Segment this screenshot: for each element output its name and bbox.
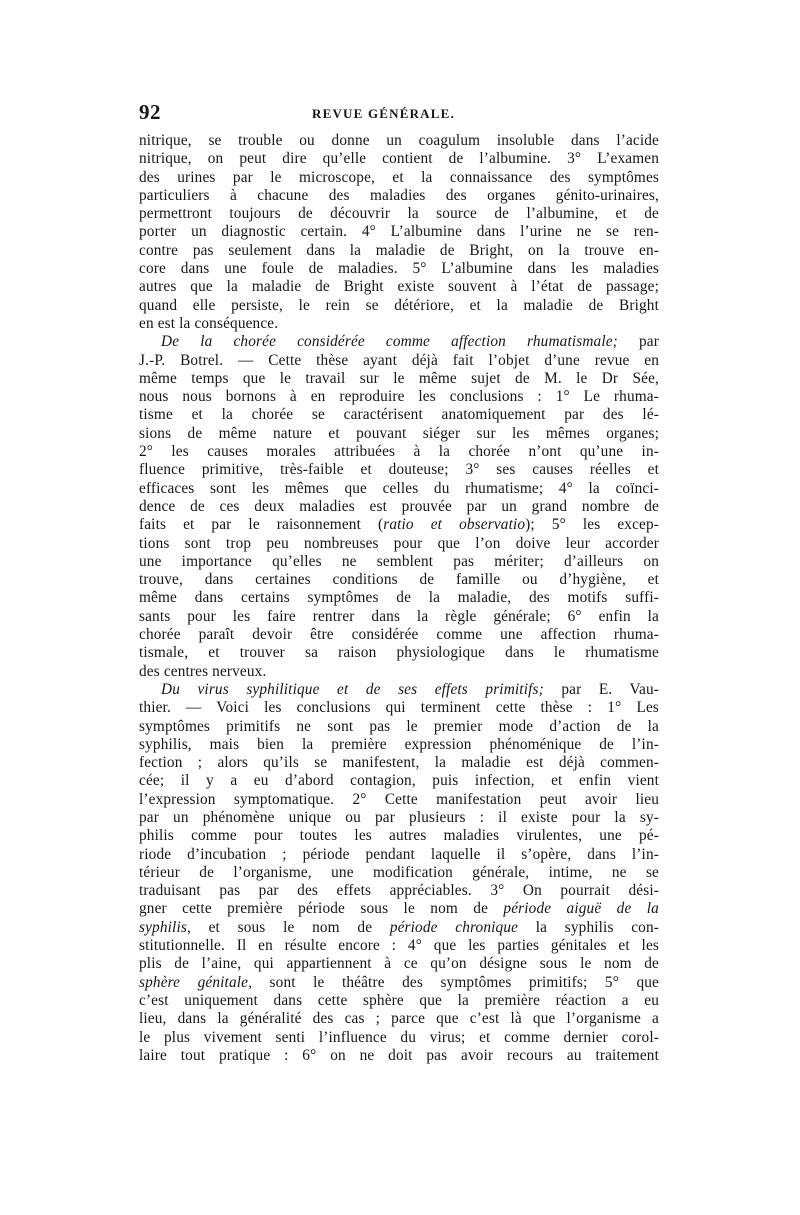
- italic-text: période aiguë de la: [503, 900, 659, 918]
- text-line: [139, 1029, 659, 1047]
- text-line: [139, 900, 659, 918]
- text-line: [139, 406, 659, 424]
- italic-text: ratio et observatio: [383, 516, 526, 534]
- text-line: [139, 992, 659, 1010]
- text-line: [139, 791, 659, 809]
- text-line: [139, 187, 659, 205]
- text-line: [139, 553, 659, 571]
- text-line: [139, 352, 659, 370]
- italic-text: période chronique: [389, 918, 519, 936]
- line-text: porter un diagnostic certain. 4° L’albumine dans l’urine ne se ren-: [139, 223, 659, 241]
- text-line: [139, 772, 659, 790]
- text-line: [139, 242, 659, 260]
- text-line: [139, 535, 659, 553]
- running-title: REVUE GÉNÉRALE.: [312, 106, 455, 121]
- text-line: [139, 955, 659, 973]
- text-line: [139, 846, 659, 864]
- line-text: efficaces sont les mêmes que celles du rhumatisme; 4° la coïnci-: [139, 479, 659, 497]
- line-text: symptômes primitifs ne sont pas le premier mode d’action de la: [139, 717, 659, 735]
- text-line: [139, 864, 659, 882]
- line-text: dence de ces deux maladies est prouvée par un grand nombre de: [139, 497, 659, 515]
- line-text: autres que la maladie de Bright existe souvent à l’état de passage;: [139, 278, 659, 296]
- page-number: 92: [139, 100, 161, 124]
- text-line: [139, 809, 659, 827]
- text-line: [139, 223, 659, 241]
- line-text: core dans une foule de maladies. 5° L’albumine dans les maladies: [139, 260, 659, 278]
- text-line: [139, 425, 659, 443]
- text-line: [139, 205, 659, 223]
- text-line: [139, 461, 659, 479]
- line-text: fluence primitive, très-faible et douteuse; 3° ses causes réelles et: [139, 461, 659, 479]
- line-text: sions de même nature et pouvant siéger sur les mêmes organes;: [139, 424, 659, 442]
- line-text: stitutionnelle. Il en résulte encore : 4° que les parties génitales et les: [139, 937, 659, 955]
- text-line: [139, 1010, 659, 1028]
- text-line: [139, 132, 659, 150]
- text-line: [139, 333, 659, 351]
- line-text: fection ; alors qu’ils se manifestent, la maladie est déjà commen-: [139, 754, 659, 772]
- text-line: [139, 589, 659, 607]
- line-text: une importance qu’elles ne semblent pas mériter; d’ailleurs on: [139, 552, 659, 570]
- line-text: nitrique, on peut dire qu’elle contient de l’albumine. 3° L’examen: [139, 150, 659, 168]
- line-text: même temps que le travail sur le même sujet de M. le Dr Sée,: [139, 369, 659, 387]
- line-text: laire tout pratique : 6° on ne doit pas avoir recours au traitement: [139, 1046, 659, 1064]
- line-text: des centres nerveux.: [139, 662, 267, 680]
- line-text: tisme et la chorée se caractérisent anatomiquement par des lé-: [139, 406, 659, 424]
- text-line: [139, 315, 659, 333]
- text-line: [139, 571, 659, 589]
- text-line: [139, 150, 659, 168]
- text-line: [139, 827, 659, 845]
- line-text: par un phénomène unique ou par plusieurs : il existe pour la sy-: [139, 808, 659, 826]
- text-line: [139, 699, 659, 717]
- text-line: [139, 754, 659, 772]
- line-text: philis comme pour toutes les autres maladies virulentes, une pé-: [139, 827, 659, 845]
- text-line: [139, 388, 659, 406]
- text-line: [139, 608, 659, 626]
- line-text: le plus vivement senti l’influence du virus; et comme dernier corol-: [139, 1028, 659, 1046]
- line-text: faits et par le raisonnement (: [139, 516, 384, 534]
- line-text: chorée paraît devoir être considérée comme une affection rhuma-: [139, 626, 659, 644]
- text-line: [139, 370, 659, 388]
- line-text: quand elle persiste, le rein se détériore, et la maladie de Bright: [139, 296, 659, 314]
- line-text: l’expression symptomatique. 2° Cette manifestation peut avoir lieu: [139, 790, 659, 808]
- italic-text: Du virus syphilitique et de ses effets primitifs;: [161, 680, 544, 698]
- line-text: ); 5° les excep-: [525, 516, 659, 534]
- text-line: [139, 644, 659, 662]
- line-text: gner cette première période sous le nom de: [139, 900, 504, 918]
- line-text: sont le théâtre des symptômes primitifs; 5° que: [252, 973, 659, 991]
- body-text: [139, 132, 659, 1065]
- text-line: [139, 718, 659, 736]
- page-header: [139, 100, 659, 130]
- text-line: [139, 626, 659, 644]
- line-text: sants pour les faire rentrer dans la règle générale; 6° enfin la: [139, 607, 659, 625]
- line-text: c’est uniquement dans cette sphère que la première réaction a eu: [139, 991, 659, 1009]
- italic-text: sphère génitale,: [139, 973, 253, 991]
- text-line: [139, 498, 659, 516]
- line-text: , et sous le nom de: [186, 918, 390, 936]
- line-text: 2° les causes morales attribuées à la chorée n’ont qu’une in-: [139, 443, 659, 461]
- line-text: tismale, et trouver sa raison physiologique dans le rhumatisme: [139, 644, 659, 662]
- line-text: contre pas seulement dans la maladie de Bright, on la trouve en-: [139, 241, 659, 259]
- text-line: [139, 260, 659, 278]
- text-line: [139, 663, 659, 681]
- text-line: [139, 736, 659, 754]
- line-text: cée; il y a eu d’abord contagion, puis infection, et enfin vient: [139, 772, 659, 790]
- line-text: syphilis, mais bien la première expression phénoménique de l’in-: [139, 735, 659, 753]
- text-line: [139, 278, 659, 296]
- text-line: [139, 1047, 659, 1065]
- line-text: en est la conséquence.: [139, 314, 279, 332]
- text-line: [139, 882, 659, 900]
- text-line: [139, 297, 659, 315]
- italic-text: syphilis: [139, 918, 187, 936]
- line-text: particuliers à chacune des maladies des organes génito-urinaires,: [139, 186, 659, 204]
- line-text: riode d’incubation ; période pendant laquelle il s’opère, dans l’in-: [139, 845, 659, 863]
- line-text: des urines par le microscope, et la connaissance des symptômes: [139, 168, 659, 186]
- page: [139, 100, 659, 1064]
- line-text: tions sont trop peu nombreuses pour que l’on doive leur accorder: [139, 534, 659, 552]
- text-line: [139, 443, 659, 461]
- line-text: nous nous bornons à en reproduire les conclusions : 1° Le rhuma-: [139, 388, 659, 406]
- line-text: thier. — Voici les conclusions qui terminent cette thèse : 1° Les: [139, 699, 659, 717]
- line-text: traduisant pas par des effets appréciables. 3° On pourrait dési-: [139, 882, 659, 900]
- line-text: par E. Vau-: [543, 680, 659, 698]
- text-line: [139, 681, 659, 699]
- italic-text: De la chorée considérée comme affection rhumatismale;: [161, 333, 618, 351]
- text-line: [139, 169, 659, 187]
- text-line: [139, 937, 659, 955]
- text-line: [139, 974, 659, 992]
- line-text: térieur de l’organisme, une modification générale, intime, ne se: [139, 863, 659, 881]
- line-text: plis de l’aine, qui appartiennent à ce qu’on désigne sous le nom de: [139, 955, 659, 973]
- line-text: nitrique, se trouble ou donne un coagulum insoluble dans l’acide: [139, 132, 659, 149]
- line-text: par: [617, 333, 659, 351]
- line-text: J.-P. Botrel. — Cette thèse ayant déjà fait l’objet d’une revue en: [139, 351, 659, 369]
- line-text: la syphilis con-: [518, 918, 659, 936]
- text-line: [139, 516, 659, 534]
- line-text: permettront toujours de découvrir la source de l’albumine, et de: [139, 205, 659, 223]
- line-text: lieu, dans la généralité des cas ; parce que c’est là que l’organisme a: [139, 1010, 659, 1028]
- text-line: [139, 480, 659, 498]
- text-line: [139, 919, 659, 937]
- line-text: même dans certains symptômes de la maladie, des motifs suffi-: [139, 589, 659, 607]
- line-text: trouve, dans certaines conditions de famille ou d’hygiène, et: [139, 571, 659, 589]
